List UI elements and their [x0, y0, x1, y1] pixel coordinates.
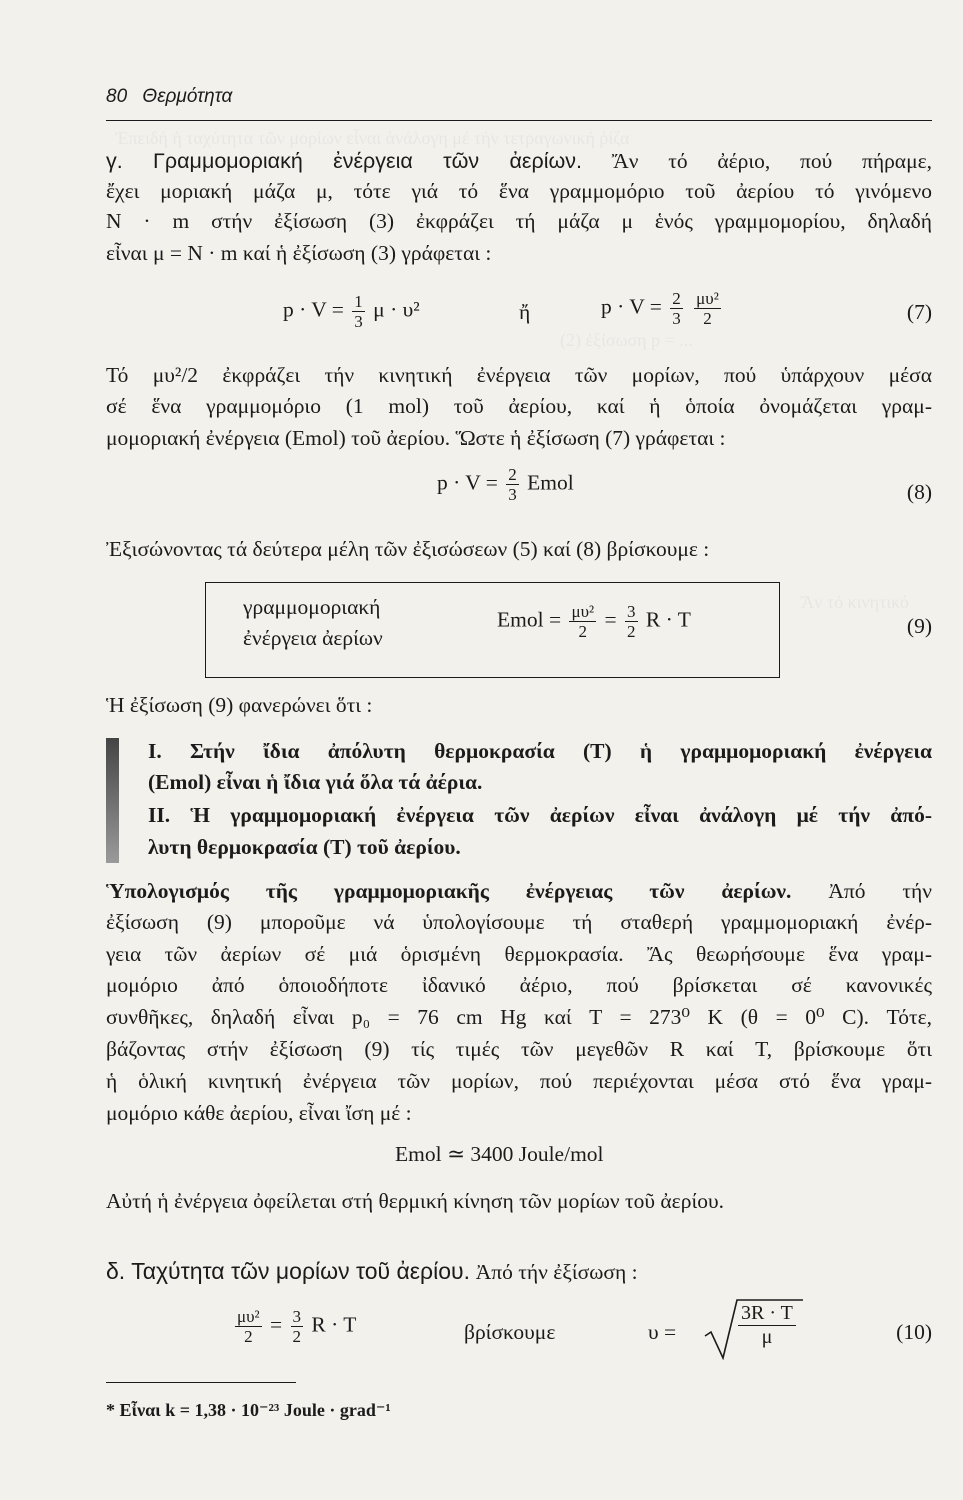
bold-point: II. Ἡ γραμμομοριακή ἐνέργεια τῶν ἀερίων εἶναι ἀνάλογη μέ τήν ἀπό-	[148, 803, 932, 827]
header-rule	[106, 120, 932, 121]
fraction: $\frac{2}{3}$	[508, 465, 517, 504]
equation-9	[497, 603, 691, 640]
page-header	[106, 86, 232, 108]
text-line: Ἡ ἐξίσωση (9) φανερώνει ὅτι :	[106, 693, 373, 717]
equals: =	[604, 607, 617, 632]
calc-first-line	[106, 876, 932, 906]
equation-7	[283, 293, 420, 330]
fraction: $\frac{3}{2}$	[627, 602, 636, 641]
text-line: σέ ἕνα γραμμομόριο (1 mol) τοῦ ἀερίου, καί ἡ ὁποία ὀνομάζεται γραμ-	[106, 394, 932, 418]
text-line: μομόριο ἀπό ὁποιοδήποτε ἰδανικό ἀέριο, πού βρίσκεται σέ κανονικές	[106, 973, 932, 997]
section-g-first-line	[106, 146, 932, 176]
section-g-title: γ. Γραμμομοριακή ἐνέργεια τῶν ἀερίων.	[106, 149, 583, 173]
footnote: * Εἶναι k = 1,38 · 10⁻²³ Joule · grad⁻¹	[106, 1400, 391, 1420]
section-d-title-tail: Ἀπό τήν ἐξίσωση :	[475, 1260, 638, 1284]
fraction: $\frac{\text{μυ²}}{2}$	[237, 1307, 260, 1346]
sqrt-numerator: 3R · T	[738, 1302, 796, 1326]
equals: =	[270, 1312, 283, 1337]
eq7-term: μ · υ²	[373, 297, 420, 322]
text-line: ἡ ὁλική κινητική ἐνέργεια τῶν μορίων, πού περιέχονται μέσα στό ἕνα γραμ-	[106, 1069, 932, 1093]
box-label-line: ἐνέργεια ἀερίων	[243, 626, 383, 650]
sqrt-denominator: μ	[761, 1326, 773, 1348]
footnote-rule	[106, 1382, 296, 1383]
chapter-title: Θερμότητα	[142, 86, 233, 107]
text-line: Αὐτή ἡ ἐνέργεια ὀφείλεται στή θερμική κίνηση τῶν μορίων τοῦ ἀερίου.	[106, 1189, 724, 1213]
equation-number: (7)	[906, 300, 932, 324]
fraction: $\frac{1}{3}$	[354, 292, 363, 331]
box-label-line: γραμμομοριακή	[243, 595, 381, 619]
box-label	[243, 592, 383, 654]
equation-number: (10)	[896, 1320, 932, 1344]
text-line: N · m στήν ἐξίσωση (3) ἐκφράζει τή μάζα μ ἑνός γραμμομορίου, δηλαδή	[106, 209, 932, 233]
eq9-lhs: Emol =	[497, 607, 562, 632]
text-line: γεια τῶν ἀερίων σέ μιά ὁρισμένη θερμοκρασία. Ἄς θεωρήσουμε ἕνα γραμ-	[106, 942, 932, 966]
eq8-lhs: p · V =	[437, 470, 498, 495]
equation-7-alt	[601, 290, 724, 327]
fraction: $\frac{\text{μυ²}}{2}$	[696, 289, 719, 328]
bold-point: (Emol) εἶναι ἡ ἴδια γιά ὅλα τά ἀέρια.	[148, 770, 483, 794]
fraction: $\frac{2}{3}$	[672, 289, 681, 328]
calc-title-tail: Ἀπό τήν	[828, 879, 932, 903]
page-number: 80	[106, 86, 128, 107]
text-line: Ἐξισώνοντας τά δεύτερα μέλη τῶν ἐξισώσεων (5) καί (8) βρίσκουμε :	[106, 537, 710, 561]
section-d-line	[106, 1256, 932, 1287]
eq10-find: βρίσκουμε	[464, 1320, 556, 1344]
eq9-rt: R · T	[645, 607, 691, 632]
fraction: $\frac{\text{μυ²}}{2}$	[571, 602, 595, 641]
text-line: ἐξίσωση (9) μποροῦμε νά ὑπολογίσουμε τή σταθερή γραμμομοριακή ἐνέρ-	[106, 910, 932, 934]
equation-10	[232, 1308, 356, 1345]
text-line: συνθῆκες, δηλαδή εἶναι p₀ = 76 cm Hg καί T = 273⁰ K (θ = 0⁰ C). Τότε,	[106, 1005, 932, 1029]
eq10-velocity: υ =	[648, 1320, 677, 1344]
text-line: Τό μυ²/2 ἐκφράζει τήν κινητική ἐνέργεια τῶν μορίων, πού ὑπάρχουν μέσα	[106, 363, 932, 387]
section-g-title-tail: Ἄν τό ἀέριο, πού πήραμε,	[611, 149, 932, 173]
text-line: μομοριακή ἐνέργεια (Emol) τοῦ ἀερίου. Ὥστε ἡ ἐξίσωση (7) γράφεται :	[106, 426, 726, 450]
equation-number: (9)	[906, 614, 932, 638]
text-line: εἶναι μ = N · m καί ἡ ἐξίσωση (3) γράφεται :	[106, 241, 492, 265]
text-line: ἔχει μοριακή μάζα μ, τότε γιά τό ἕνα γραμμομόριο τοῦ ἀερίου τό γινόμενο	[106, 179, 932, 203]
section-d-title: δ. Ταχύτητα τῶν μορίων τοῦ ἀερίου.	[106, 1258, 471, 1284]
bold-point: I. Στήν ἴδια ἀπόλυτη θερμοκρασία (T) ἡ γραμμομοριακή ἐνέργεια	[148, 739, 932, 763]
text-line: μομόριο κάθε ἀερίου, εἶναι ἴση μέ :	[106, 1101, 412, 1125]
eq7-lhs: p · V =	[283, 297, 344, 322]
equation-8	[437, 466, 574, 503]
bold-point: λυτη θερμοκρασία (T) τοῦ ἀερίου.	[148, 835, 461, 859]
eq8-rhs: Emol	[527, 470, 574, 495]
text-line: βάζοντας στήν ἐξίσωση (9) τίς τιμές τῶν μεγεθῶν R καί T, βρίσκουμε ὅτι	[106, 1037, 932, 1061]
eq7-or: ἤ	[519, 300, 531, 324]
calc-title: Ὑπολογισμός τῆς γραμμομοριακῆς ἐνέργειας τῶν ἀερίων.	[106, 879, 792, 903]
equation-number: (8)	[906, 480, 932, 504]
sqrt-fraction	[738, 1302, 796, 1349]
eq7-lhs2: p · V =	[601, 294, 662, 319]
margin-bar	[106, 738, 119, 863]
energy-value-equation: Emol ≃ 3400 Joule/mol	[395, 1142, 604, 1166]
fraction: $\frac{3}{2}$	[292, 1307, 302, 1346]
eq10-rt: R · T	[311, 1312, 357, 1337]
